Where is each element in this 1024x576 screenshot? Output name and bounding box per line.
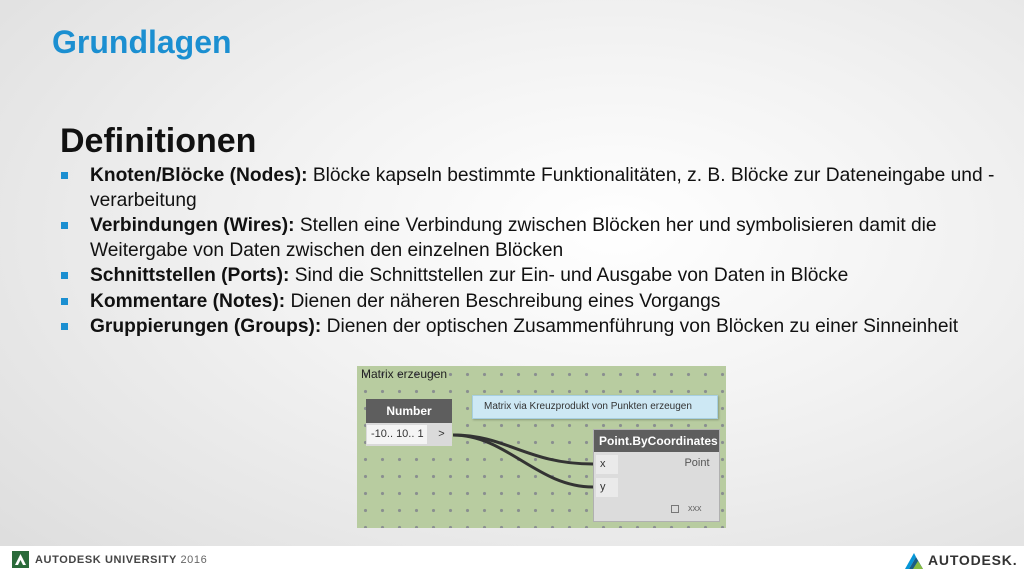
- term-description: Blöcke kapseln bestimmte Funktionalitäten, z. B. Blöcke zur Dateneingabe und -verarbeitung: [90, 165, 995, 211]
- term-description: Sind die Schnittstellen zur Ein- und Ausgabe von Daten in Blöcke: [289, 265, 849, 286]
- term-description: Dienen der optischen Zusammenführung von Blöcken zu einer Sinneinheit: [321, 316, 959, 337]
- term-label: Verbindungen (Wires):: [90, 215, 295, 236]
- term-label: Gruppierungen (Groups):: [90, 316, 322, 337]
- term-label: Schnittstellen (Ports):: [90, 265, 290, 286]
- input-port-x[interactable]: x: [596, 455, 618, 474]
- au-brand-text: AUTODESK UNIVERSITY: [35, 554, 177, 566]
- output-port-point[interactable]: Point: [684, 457, 710, 469]
- dynamo-graph-screenshot: [357, 366, 726, 528]
- list-item: [60, 290, 1000, 315]
- point-node-title: Point.ByCoordinates: [594, 430, 719, 452]
- bullet-square-icon: [61, 298, 68, 305]
- footer-bar: [0, 546, 1024, 576]
- bullet-square-icon: [61, 222, 68, 229]
- group-title[interactable]: Matrix erzeugen: [361, 367, 448, 381]
- section-heading: Definitionen: [60, 122, 257, 160]
- term-label: Knoten/Blöcke (Nodes):: [90, 165, 308, 186]
- number-node-title: Number: [366, 399, 452, 423]
- lacing-label: xxx: [688, 503, 702, 513]
- term-description: Dienen der näheren Beschreibung eines Vorgangs: [285, 290, 721, 312]
- wire-to-x: [453, 435, 593, 464]
- bullet-square-icon: [61, 323, 68, 330]
- au-year-text: 2016: [180, 554, 208, 566]
- number-output-port[interactable]: >: [438, 428, 445, 440]
- list-item: [60, 214, 1000, 263]
- comment-note[interactable]: Matrix via Kreuzprodukt von Punkten erzeugen: [472, 395, 718, 419]
- point-bycoordinates-node[interactable]: [593, 429, 720, 522]
- autodesk-university-wordmark: [35, 554, 207, 566]
- list-item: [60, 315, 1000, 340]
- term-label: Kommentare (Notes):: [90, 290, 286, 312]
- autodesk-wordmark: AUTODESK.: [928, 552, 1018, 568]
- list-item: [60, 164, 1000, 213]
- lacing-checkbox-icon[interactable]: [671, 505, 679, 513]
- bullet-square-icon: [61, 172, 68, 179]
- autodesk-logo-icon: [904, 552, 924, 570]
- definitions-list: [60, 164, 1000, 341]
- wire-to-y: [453, 435, 593, 487]
- slide-title: Grundlagen: [52, 24, 232, 60]
- number-node-value[interactable]: -10.. 10.. 1: [367, 425, 427, 444]
- autodesk-university-logo-icon: [12, 551, 29, 568]
- number-node[interactable]: [366, 399, 452, 446]
- term-description: Stellen eine Verbindung zwischen Blöcken her und symbolisieren damit die Weitergabe von Daten zwischen den einzelnen Blöcken: [90, 215, 937, 261]
- list-item: [60, 264, 1000, 289]
- bullet-square-icon: [61, 272, 68, 279]
- input-port-y[interactable]: y: [596, 478, 618, 497]
